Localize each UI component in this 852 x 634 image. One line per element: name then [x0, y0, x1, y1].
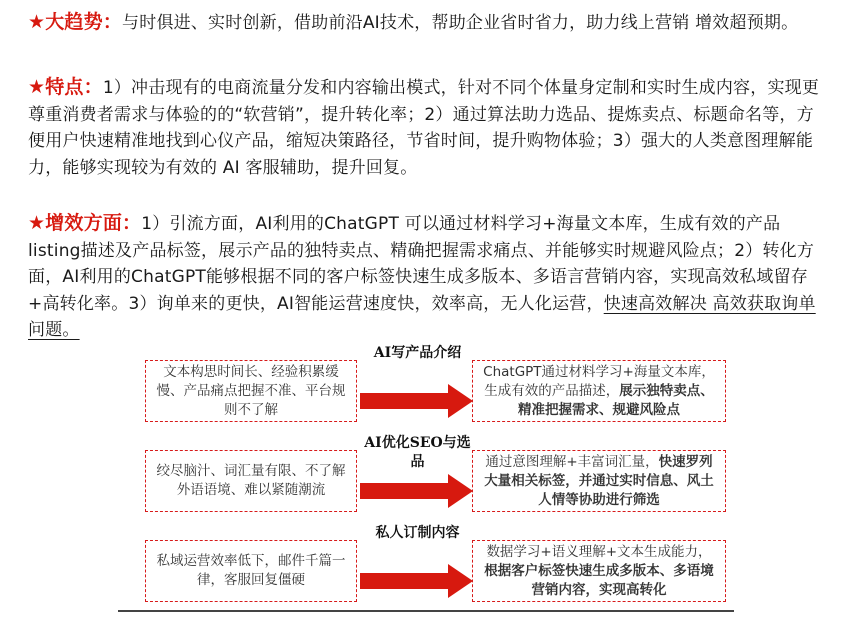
section-features-body: 1）冲击现有的电商流量分发和内容输出模式，针对不同个体量身定制和实时生成内容，实现更尊重消费者需求与体验的的“软营销”，提升转化率；2）通过算法助力选品、提炼卖点、标题命名等，方便用户快速精准地找到心仪产品，缩短决策路径，节省时间，提升购物体验；3）强大的人类意图理解能力，能够实现较为有效的 AI 客服辅助，提升回复。 [28, 78, 820, 178]
solution-text: 通过意图理解+丰富词汇量， [485, 453, 659, 470]
pain-point-box: 绞尽脑汁、词汇量有限、不了解外语语境、难以紧随潮流 [145, 450, 357, 512]
right-arrow-icon [360, 474, 475, 508]
section-trend-heading: ★大趋势： [28, 11, 123, 33]
section-efficiency-underlined: 快速高效解决 高效获取询单问题。 [28, 293, 816, 340]
section-efficiency [28, 210, 828, 344]
section-features-heading: ★特点： [28, 76, 103, 98]
solution-text: 数据学习+语义理解+文本生成能力， [486, 543, 712, 560]
diagram-row [120, 345, 732, 428]
solution-text-bold: 快速罗列大量相关标签，并通过实时信息、风土人情等协助进行筛选 [484, 453, 714, 508]
section-trend [28, 9, 828, 37]
section-efficiency-body: 1）引流方面，AI利用的ChatGPT 可以通过材料学习+海量文本库，生成有效的产品listing描述及产品标签，展示产品的独特卖点、精确把握需求痛点、并能够实时规避风险点；2）转化方面，AI利用的ChatGPT能够根据不同的客户标签快速生成多版本、多语言营销内容，实现高效私域留存+高转化率。3）询单来的更快，AI智能运营速度快，效率高，无人化运营， [28, 214, 815, 314]
section-features [28, 74, 828, 181]
section-efficiency-heading: ★增效方面： [28, 212, 142, 234]
section-trend-body: 与时俱进、实时创新，借助前沿AI技术，帮助企业省时省力，助力线上营销 增效超预期。 [122, 13, 799, 33]
diagram-row [120, 435, 732, 518]
arrow-label: 私人订制内容 [375, 525, 460, 541]
pain-point-box: 私域运营效率低下，邮件千篇一律，客服回复僵硬 [145, 540, 357, 602]
right-arrow-icon [360, 564, 475, 598]
comparison-diagram [120, 345, 732, 613]
solution-box [472, 450, 726, 512]
diagram-baseline [118, 610, 734, 612]
solution-box [472, 360, 726, 422]
right-arrow-icon [360, 384, 475, 418]
pain-point-box: 文本构思时间长、经验积累缓慢、产品痛点把握不准、平台规则不了解 [145, 360, 357, 422]
arrow-label: AI优化SEO与选品 [364, 435, 471, 470]
solution-box [472, 540, 726, 602]
arrow-label: AI写产品介绍 [373, 345, 462, 361]
solution-text: ChatGPT通过材料学习+海量文本库，生成有效的产品描述， [483, 363, 715, 399]
diagram-row [120, 525, 732, 608]
solution-text-bold: 展示独特卖点、精准把握需求、规避风险点 [518, 382, 714, 418]
solution-text-bold: 根据客户标签快速生成多版本、多语境营销内容，实现高转化 [484, 562, 714, 598]
